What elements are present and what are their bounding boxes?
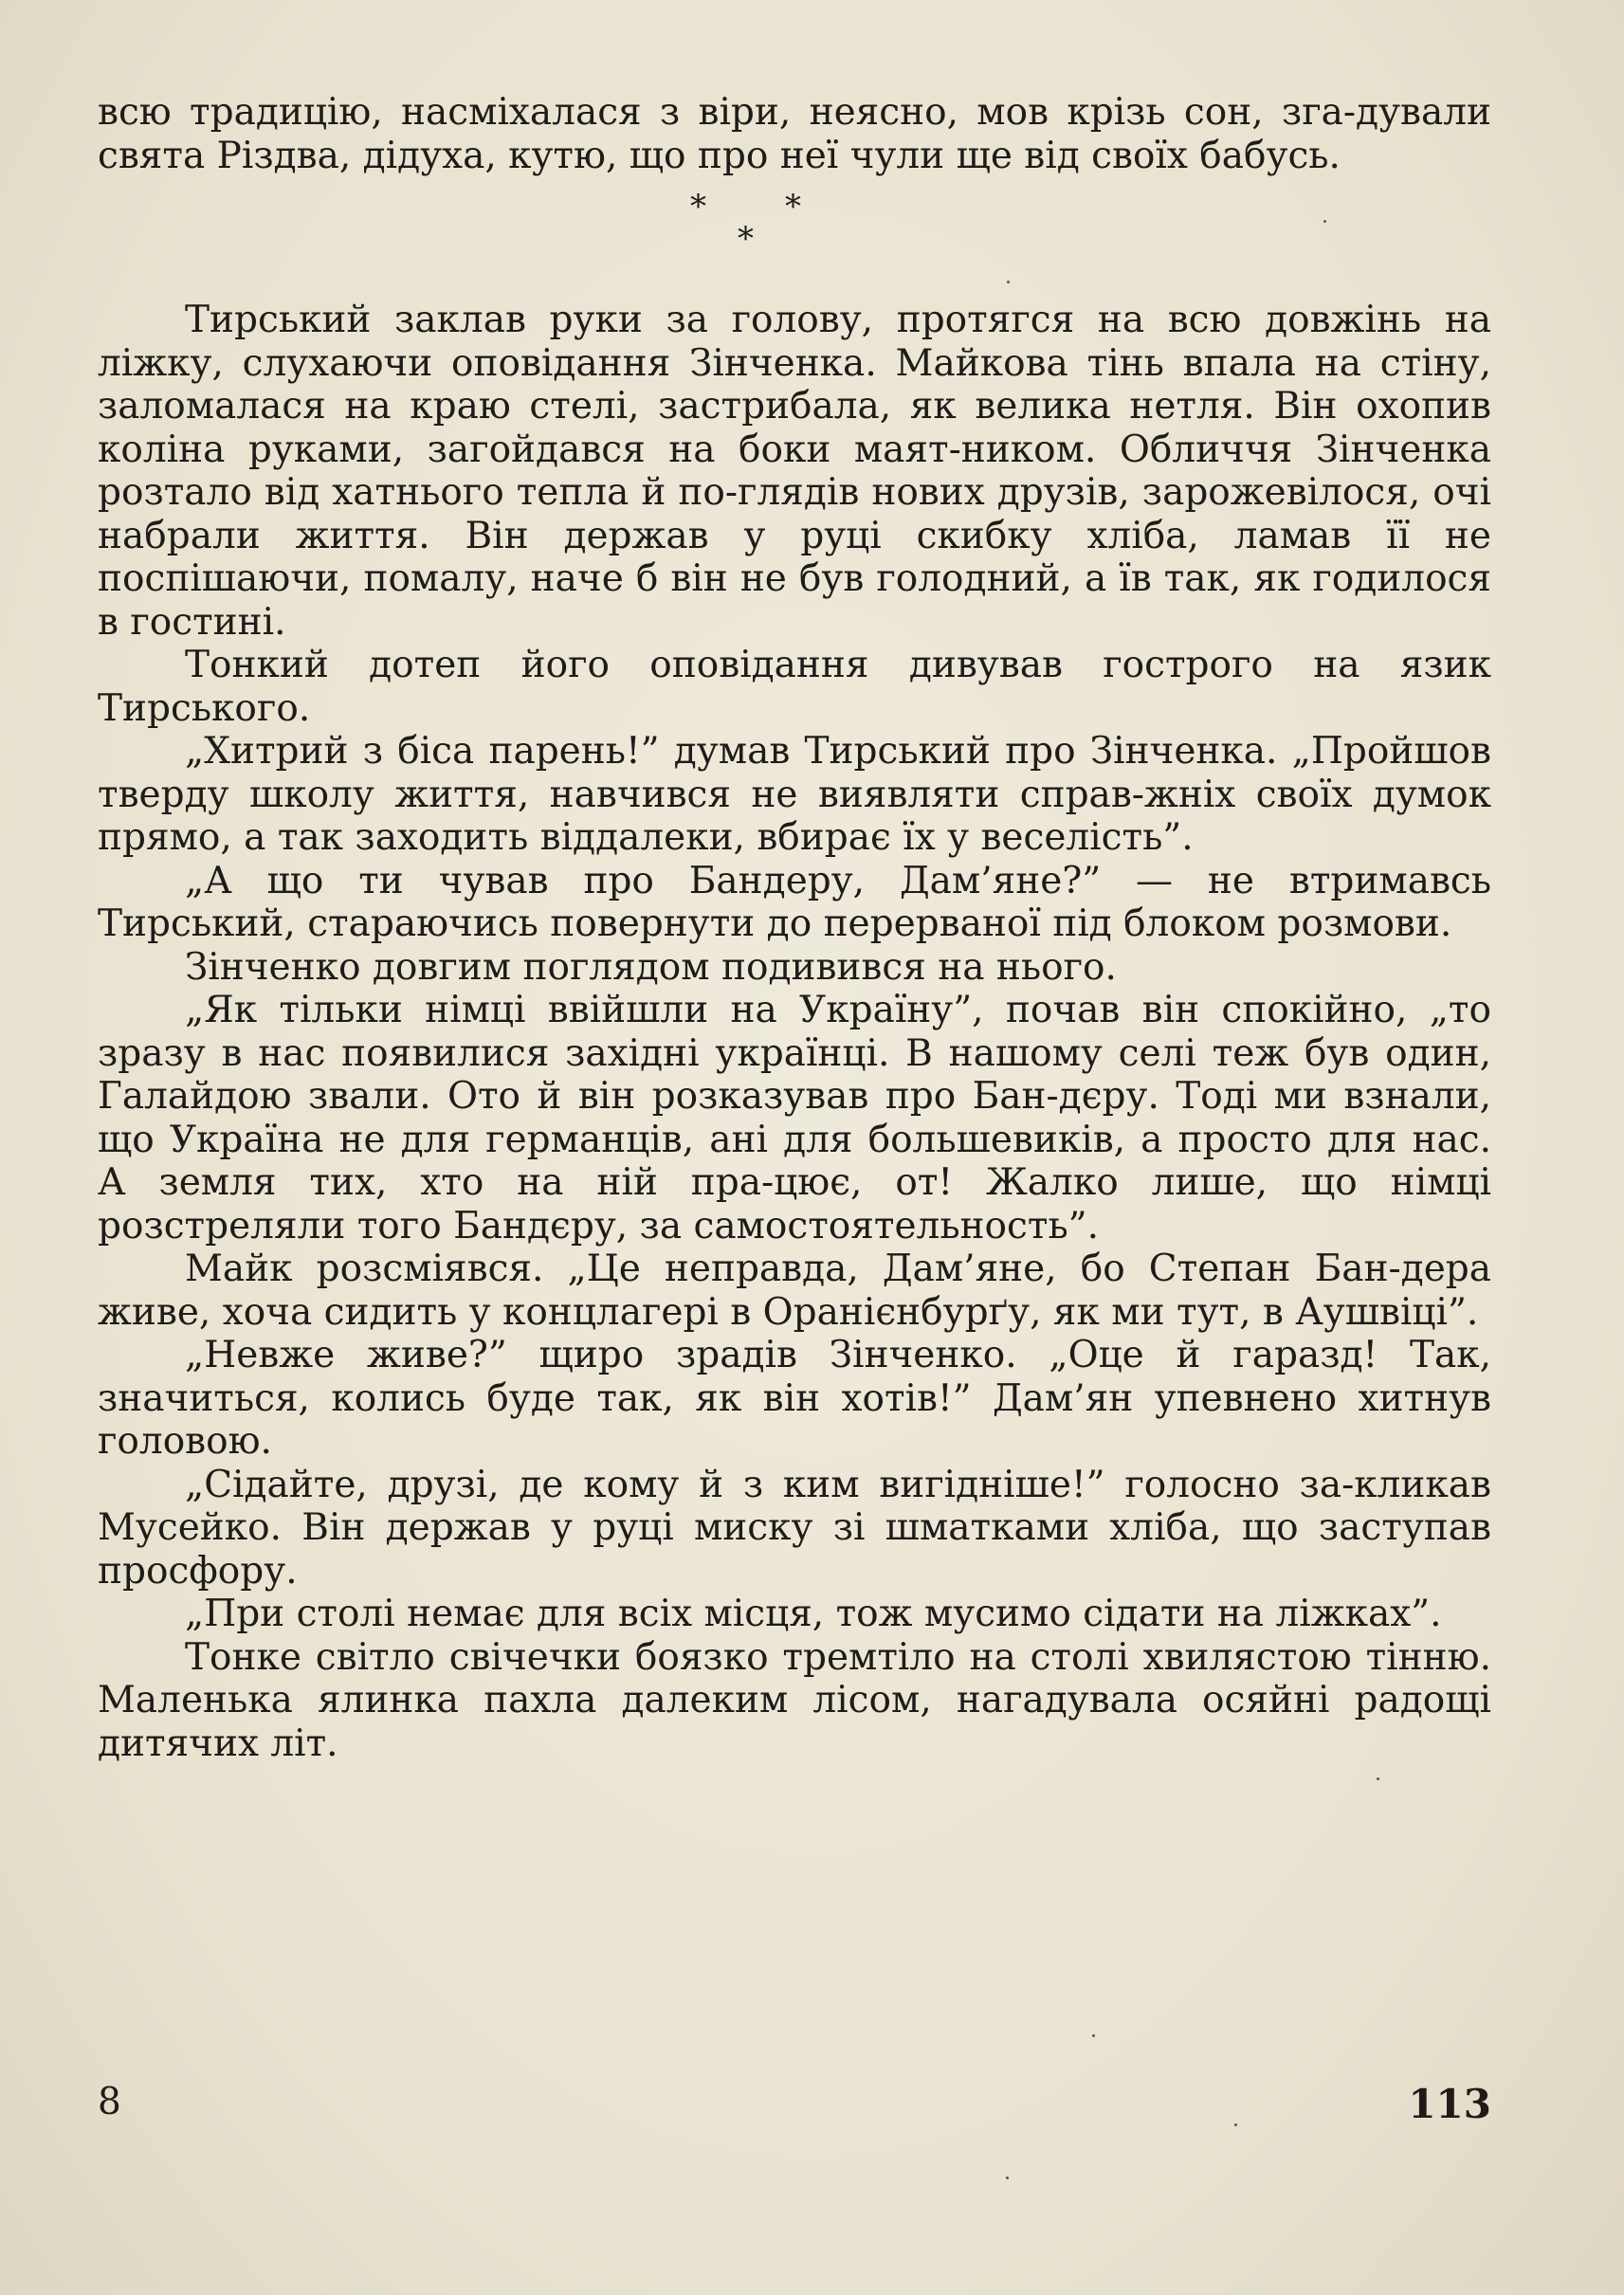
paragraph: „А що ти чував про Бандеру, Дам’яне?” — не втримавсь Тирський, стараючись повернути до перерваної під блоком розмови. [98, 859, 1491, 945]
paper-speck [1092, 2034, 1095, 2037]
paper-speck [1377, 1777, 1379, 1780]
signature-mark: 8 [98, 2081, 121, 2123]
paragraph: Тонкий дотеп його оповідання дивував гострого на язик Тирського. [98, 644, 1491, 730]
page-number: 113 [1408, 2081, 1491, 2127]
paragraph: „Невже живе?” щиро зрадів Зінченко. „Оце й гаразд! Так, значиться, колись буде так, як він хотів!” Дам’ян упевнено хитнув головою. [98, 1334, 1491, 1463]
section-separator [98, 185, 1491, 280]
paragraph: „Хитрий з біса парень!” думав Тирський про Зінченка. „Пройшов тверду школу життя, навчився не виявляти справ-жніх своїх думок прямо, а так заходить віддалеки, вбирає їх у веселість”. [98, 730, 1491, 859]
paper-speck [1007, 281, 1010, 283]
separator-star: * [738, 220, 754, 258]
paper-speck [1006, 2177, 1009, 2179]
separator-star: * [785, 188, 801, 226]
paragraph-continuation: всю традицію, насміхалася з віри, неясно, мов крізь сон, зга-дували свята Різдва, дідуха, кутю, що про неї чули ще від своїх бабусь. [98, 91, 1491, 177]
paragraph: „Сідайте, друзі, де кому й з ким вигідніше!” голосно за-кликав Мусейко. Він держав у руці миску зі шматками хліба, що заступав просфору. [98, 1463, 1491, 1593]
paragraph: Майк розсміявся. „Це неправда, Дам’яне, бо Степан Бан-дера живе, хоча сидить у концлагері в Оранієнбурґу, як ми тут, в Аушвіці”. [98, 1248, 1491, 1334]
paragraph: Зінченко довгим поглядом подивився на нього. [185, 945, 1117, 989]
paper-speck [1323, 220, 1326, 223]
separator-star: * [690, 188, 706, 226]
page-footer [98, 2081, 1491, 2138]
paper-speck [1234, 2123, 1237, 2126]
paragraph: „При столі немає для всіх місця, тож мусимо сідати на ліжках”. [185, 1593, 1442, 1635]
paragraph: „Як тільки німці ввійшли на Україну”, почав він спокійно, „то зразу в нас появилися західні українці. В нашому селі теж був один, Галайдою звали. Ото й він розказував про Бан-дєру. Тоді ми взнали, що Україна не для германців, ані для большевиків, а просто для нас. А земля тих, хто на ній пра-цює, от! Жалко лише, що німці розстреляли того Бандєру, за самостоятельность”. [98, 989, 1491, 1248]
paragraph: Тирський заклав руки за голову, протягся на всю довжінь на ліжку, слухаючи оповідання Зінченка. Майкова тінь впала на стіну, заломалася на краю стелі, застрибала, як велика нетля. Він охопив коліна руками, загойдався на боки маят-ником. Обличчя Зінченка розтало від хатнього тепла й по-глядів нових друзів, зарожевілося, очі набрали життя. Він держав у руці скибку хліба, ламав її не поспішаючи, помалу, наче б він не був голодний, а їв так, як годилося в гостині. [98, 299, 1491, 644]
paragraph: Тонке світло свічечки боязко тремтіло на столі хвилястою тінню. Маленька ялинка пахла далеким лісом, нагадувала осяйні радощі дитячих літ. [98, 1635, 1491, 1765]
page-body [98, 91, 1491, 1765]
